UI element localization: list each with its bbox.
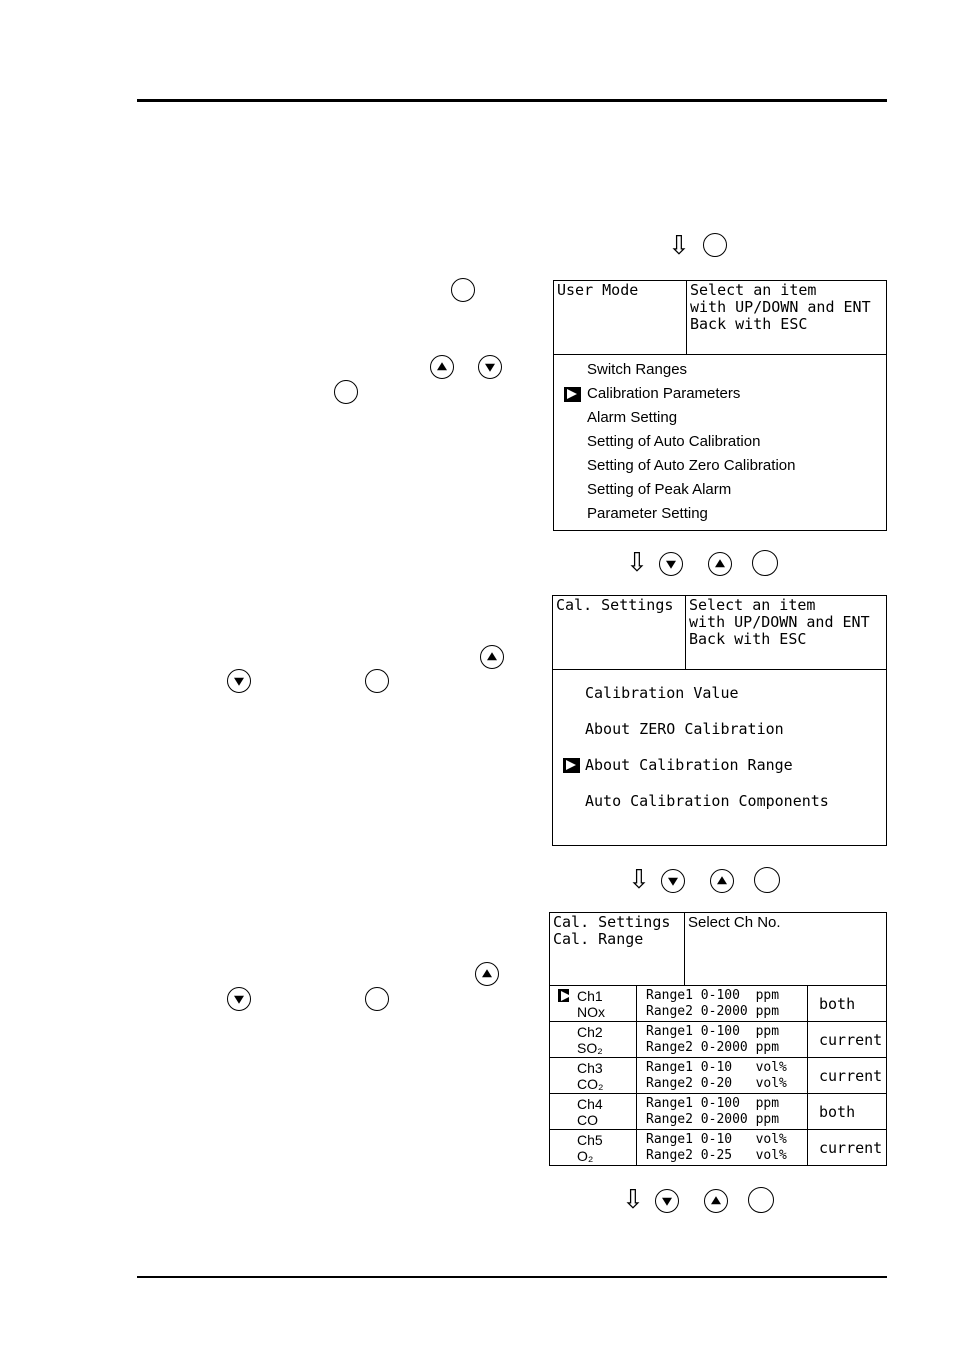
up-key-icon xyxy=(708,552,732,576)
range1-text: Range1 0-100 ppm xyxy=(646,987,780,1003)
gas-name: CO₂ xyxy=(577,1075,604,1092)
menu-item-parameter-setting[interactable]: Parameter Setting xyxy=(587,505,708,522)
selection-cursor-icon xyxy=(563,758,580,773)
ent-key-icon xyxy=(752,550,778,576)
menu-item-peak-alarm[interactable]: Setting of Peak Alarm xyxy=(587,481,732,498)
table-row[interactable] xyxy=(550,1130,887,1166)
gas-name: SO₂ xyxy=(577,1039,603,1056)
menu-item-calibration-parameters[interactable]: Calibration Parameters xyxy=(587,385,741,402)
up-key-icon xyxy=(480,645,504,669)
ent-key-icon xyxy=(451,278,475,302)
selection-cursor-icon xyxy=(558,989,569,1002)
table-row[interactable] xyxy=(550,986,887,1022)
table-row[interactable] xyxy=(550,1094,887,1130)
down-arrow-icon: ⇩ xyxy=(668,231,690,261)
screen-title: Cal. Settings Cal. Range xyxy=(550,913,685,985)
gas-name: O₂ xyxy=(577,1147,594,1164)
range2-text: Range2 0-20 vol% xyxy=(646,1075,787,1091)
range1-text: Range1 0-10 vol% xyxy=(646,1059,787,1075)
menu-item-auto-zero-calibration[interactable]: Setting of Auto Zero Calibration xyxy=(587,457,796,474)
table-row[interactable] xyxy=(550,1022,887,1058)
range2-text: Range2 0-2000 ppm xyxy=(646,1003,780,1019)
menu-item-calibration-range[interactable]: About Calibration Range xyxy=(585,756,793,774)
ent-key-icon xyxy=(365,987,389,1011)
channel-number: Ch4 xyxy=(577,1095,603,1112)
calibration-mode: current xyxy=(819,1138,883,1157)
range1-text: Range1 0-100 ppm xyxy=(646,1095,780,1111)
screen-instructions: Select an item with UP/DOWN and ENT Back with ESC xyxy=(689,596,870,648)
up-key-icon xyxy=(710,869,734,893)
top-rule xyxy=(137,99,887,102)
down-key-icon xyxy=(655,1189,679,1213)
down-key-icon xyxy=(478,355,502,379)
channel-number: Ch1 xyxy=(577,987,603,1004)
channel-number: Ch5 xyxy=(577,1131,603,1148)
menu-item-calibration-value[interactable]: Calibration Value xyxy=(585,684,739,702)
down-arrow-icon: ⇩ xyxy=(628,865,650,895)
gas-name: NOx xyxy=(577,1003,605,1020)
ent-key-icon xyxy=(748,1187,774,1213)
ent-key-icon xyxy=(754,867,780,893)
user-mode-screen xyxy=(553,280,887,531)
cal-range-screen xyxy=(549,912,887,986)
range2-text: Range2 0-2000 ppm xyxy=(646,1039,780,1055)
up-key-icon xyxy=(475,962,499,986)
cal-settings-screen xyxy=(552,595,887,846)
down-arrow-icon: ⇩ xyxy=(626,548,648,578)
menu-item-alarm-setting[interactable]: Alarm Setting xyxy=(587,409,678,426)
menu-item-auto-calibration-components[interactable]: Auto Calibration Components xyxy=(585,792,829,810)
down-key-icon xyxy=(227,669,251,693)
gas-name: CO xyxy=(577,1111,598,1128)
table-row[interactable] xyxy=(550,1058,887,1094)
down-key-icon xyxy=(661,869,685,893)
channel-table xyxy=(549,985,887,1166)
down-key-icon xyxy=(227,987,251,1011)
down-key-icon xyxy=(659,552,683,576)
bottom-rule xyxy=(137,1276,887,1278)
screen-instructions: Select an item with UP/DOWN and ENT Back with ESC xyxy=(690,281,871,333)
range2-text: Range2 0-2000 ppm xyxy=(646,1111,780,1127)
screen-title: Cal. Settings xyxy=(553,596,686,669)
up-key-icon xyxy=(704,1189,728,1213)
menu-item-auto-calibration[interactable]: Setting of Auto Calibration xyxy=(587,433,761,450)
screen-title: User Mode xyxy=(554,281,687,354)
range2-text: Range2 0-25 vol% xyxy=(646,1147,787,1163)
menu-item-zero-calibration[interactable]: About ZERO Calibration xyxy=(585,720,784,738)
range1-text: Range1 0-100 ppm xyxy=(646,1023,780,1039)
range1-text: Range1 0-10 vol% xyxy=(646,1131,787,1147)
menu-item-switch-ranges[interactable]: Switch Ranges xyxy=(587,361,688,378)
channel-number: Ch3 xyxy=(577,1059,603,1076)
up-key-icon xyxy=(430,355,454,379)
calibration-mode: current xyxy=(819,1066,883,1085)
ent-key-icon xyxy=(334,380,358,404)
calibration-mode: both xyxy=(819,994,856,1013)
channel-number: Ch2 xyxy=(577,1023,603,1040)
calibration-mode: both xyxy=(819,1102,856,1121)
selection-cursor-icon xyxy=(564,387,581,402)
ent-key-icon xyxy=(703,233,727,257)
calibration-mode: current xyxy=(819,1030,883,1049)
ent-key-icon xyxy=(365,669,389,693)
down-arrow-icon: ⇩ xyxy=(622,1185,644,1215)
screen-instructions: Select Ch No. xyxy=(688,914,781,931)
